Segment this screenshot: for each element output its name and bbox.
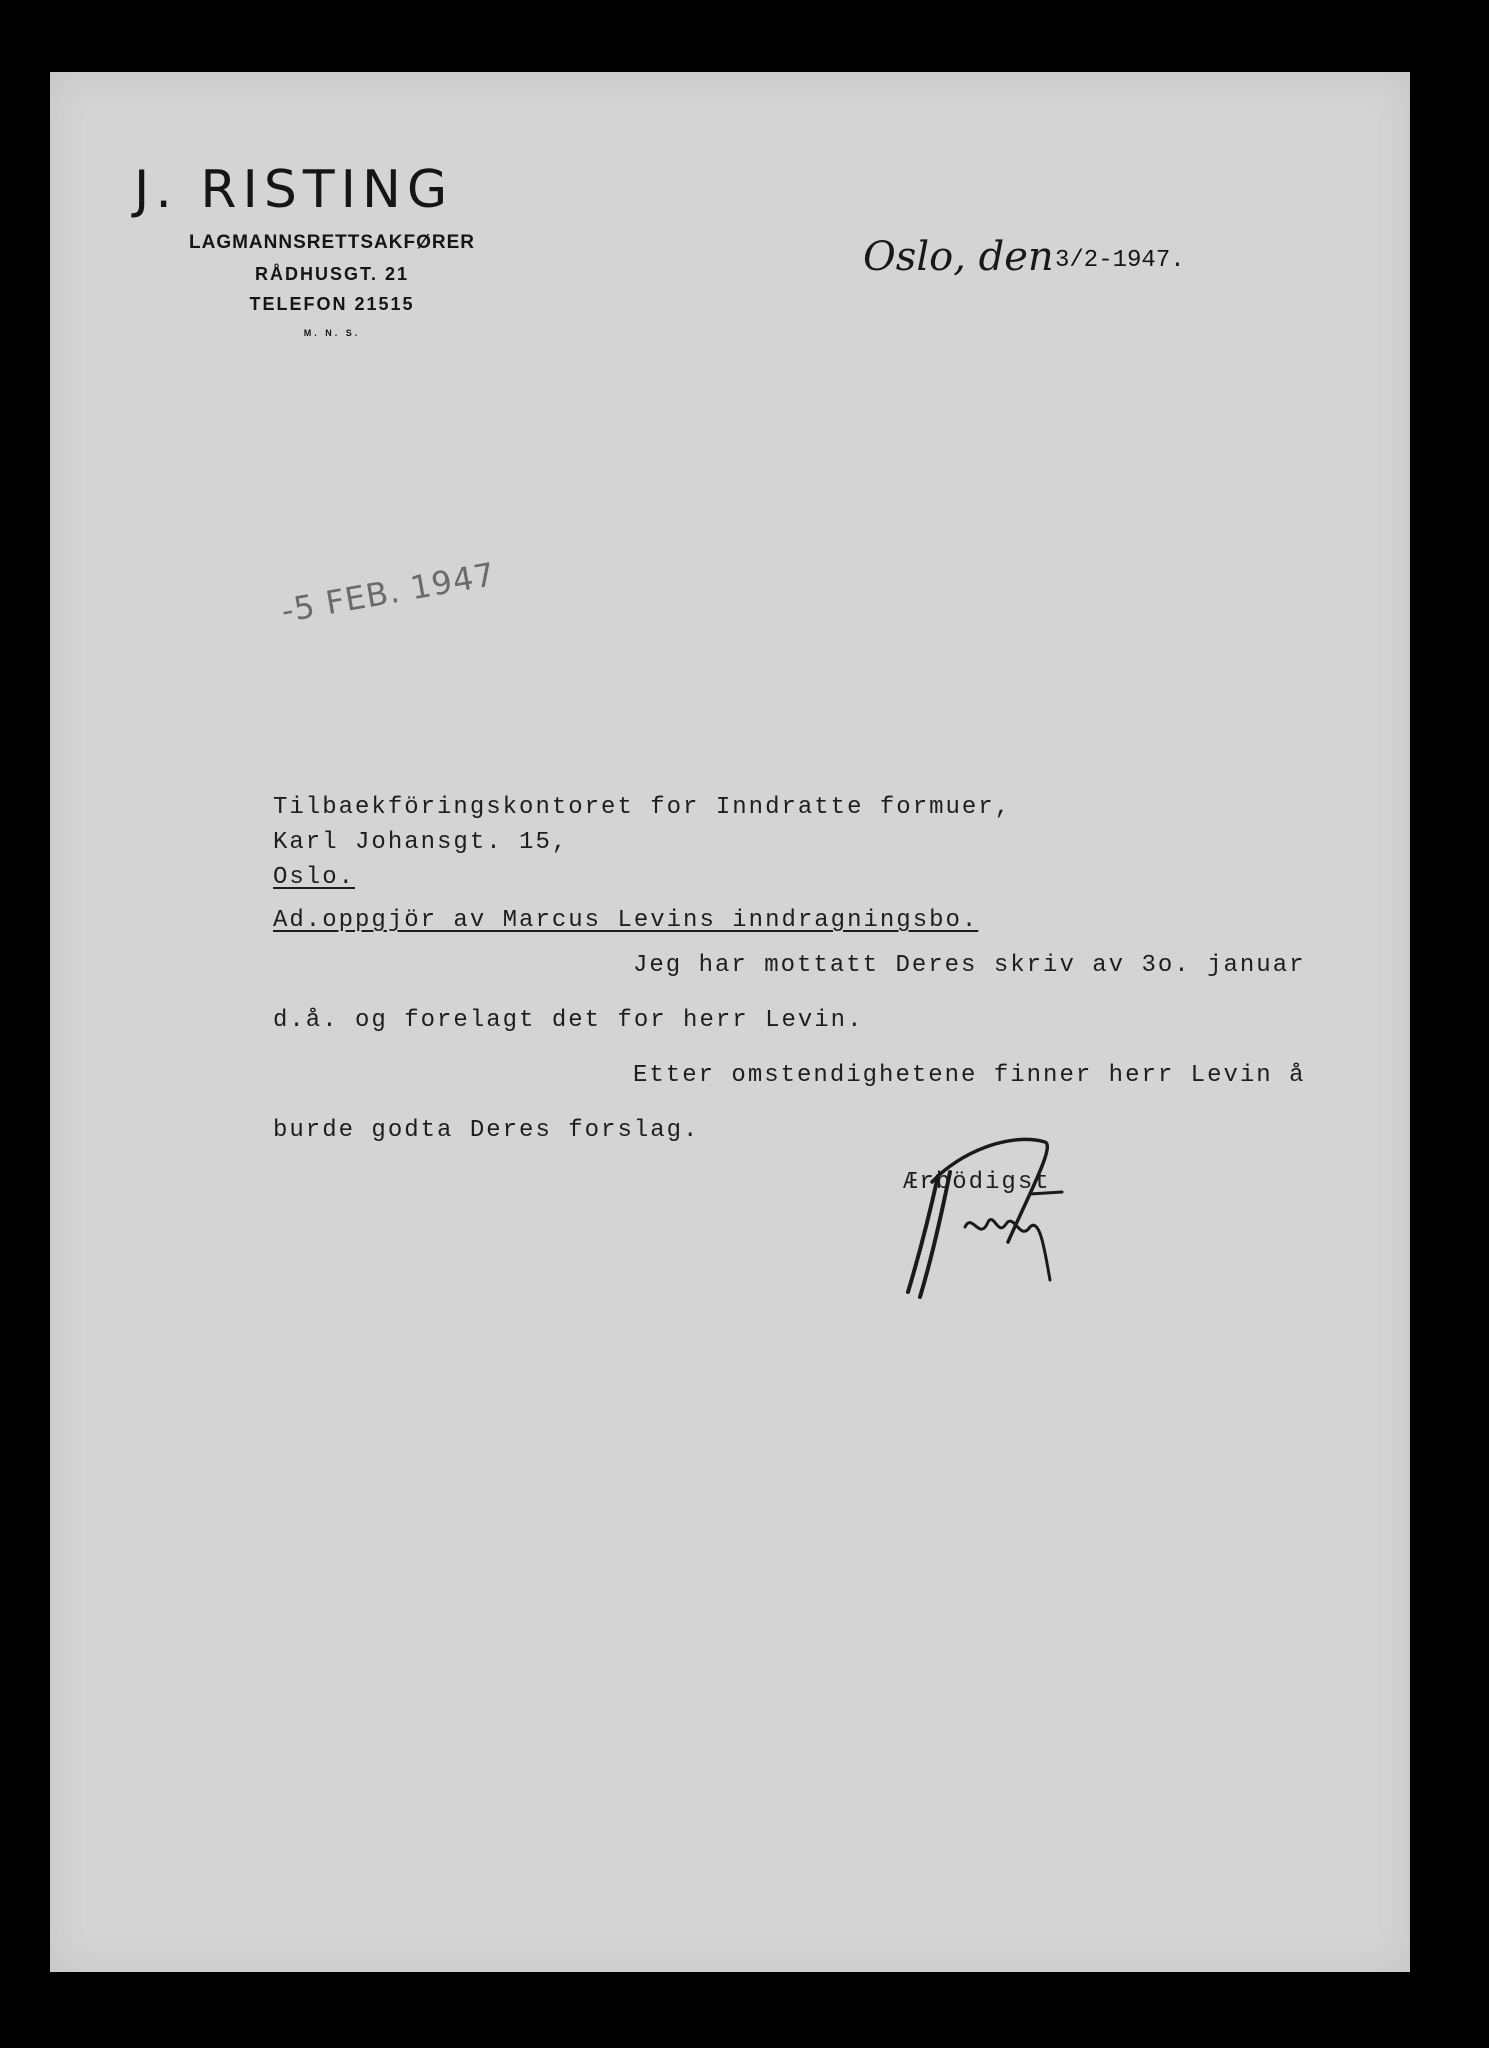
- dateline-date: 3/2-1947.: [1055, 247, 1185, 274]
- received-stamp: -5 FEB. 1947: [278, 554, 499, 630]
- letterhead-address: RÅDHUSGT. 21: [254, 264, 410, 284]
- body-paragraph-1-line-1: Jeg har mottatt Deres skriv av 3o. januar: [633, 952, 1306, 979]
- subject-line: Ad.oppgjör av Marcus Levins inndragningsbo.: [273, 907, 979, 934]
- letterhead-name: J. RISTING: [134, 160, 454, 220]
- recipient-line-1: Tilbaekföringskontoret for Inndratte formuer,: [273, 794, 1012, 821]
- handwritten-signature: [880, 1132, 1100, 1312]
- letter-page: [50, 72, 1410, 1972]
- recipient-line-2: Karl Johansgt. 15,: [273, 829, 569, 856]
- letterhead-title: LAGMANNSRETTSAKFØRER: [189, 232, 475, 253]
- closing: Ærbödigst: [903, 1169, 1051, 1196]
- body-paragraph-1-line-2: d.å. og forelagt det for herr Levin.: [273, 1007, 864, 1034]
- letterhead-phone: TELEFON 21515: [249, 294, 415, 314]
- recipient-line-3: Oslo.: [273, 864, 356, 891]
- body-paragraph-2-line-1: Etter omstendighetene finner herr Levin å: [633, 1062, 1306, 1089]
- dateline-place: Oslo, den: [863, 234, 1054, 280]
- letterhead-initials: M. N. S.: [303, 328, 361, 338]
- body-paragraph-2-line-2: burde godta Deres forslag.: [273, 1117, 700, 1144]
